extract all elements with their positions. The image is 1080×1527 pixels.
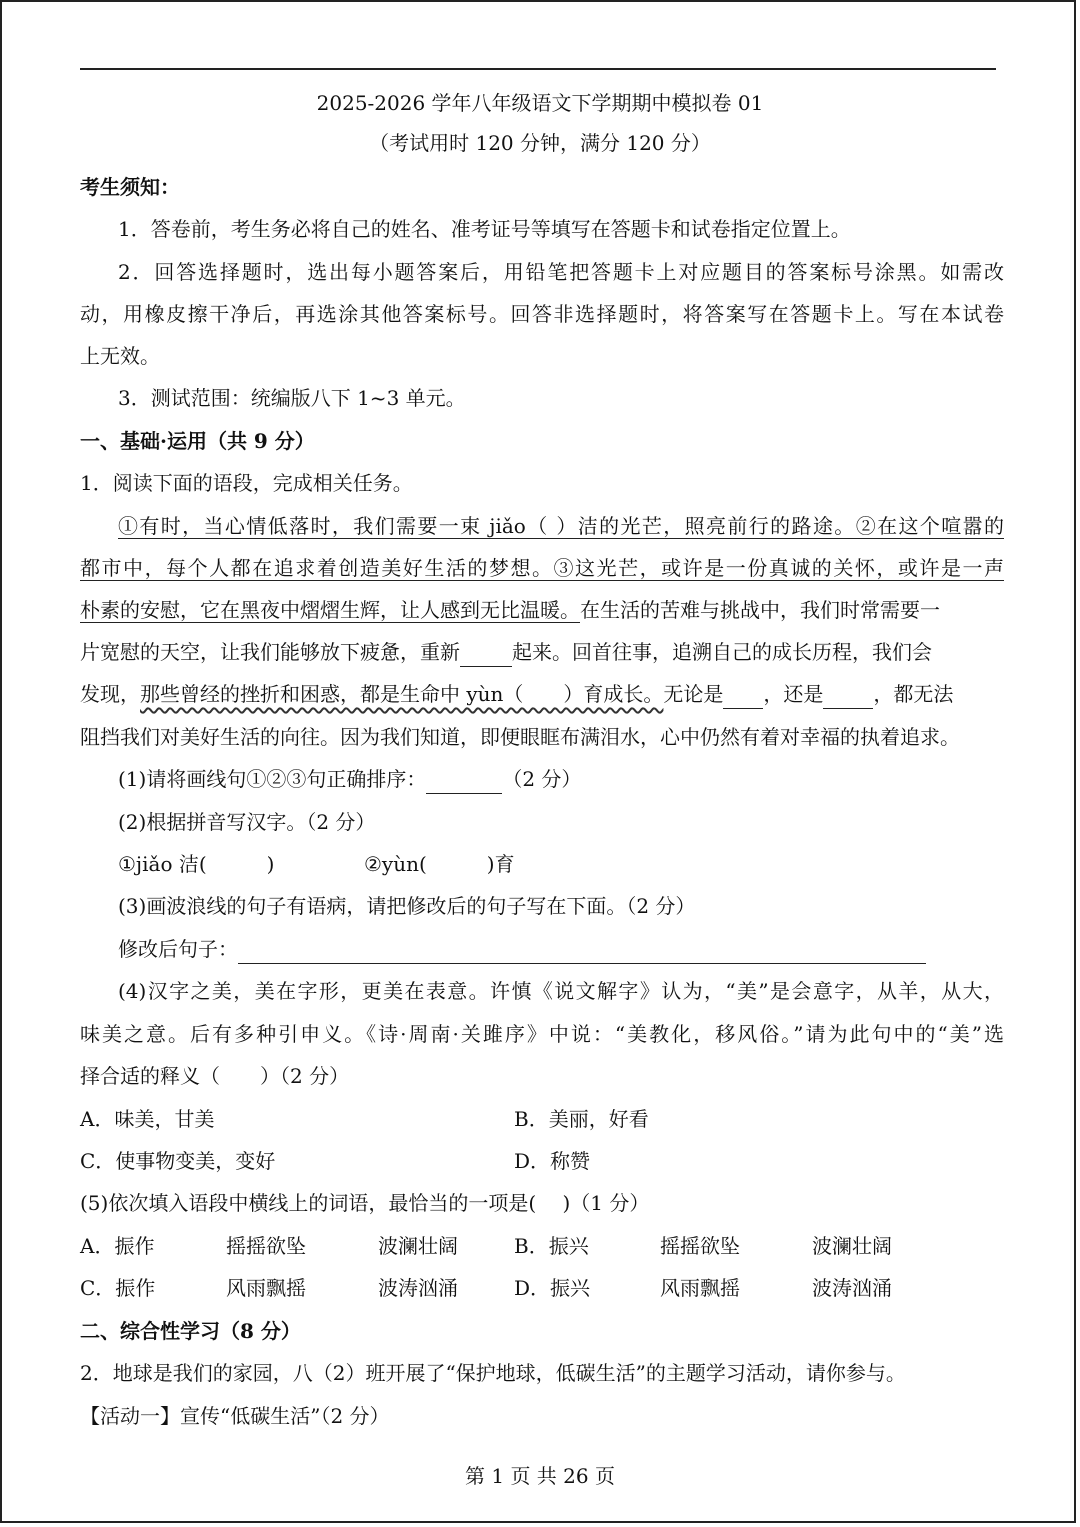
sub-question-4-line-1: (4)汉字之美，美在字形，更美在表意。许慎《说文解字》认为，“美”是会意字，从羊，从大， [118,979,1004,1003]
wavy-sentence: 那些曾经的挫折和困惑，都是生命中 yùn（ ）育成长。 [140,682,664,706]
passage-text: ，还是 [763,682,824,706]
passage-text: 片宽慰的天空，让我们能够放下疲惫，重新 [80,640,460,664]
notice-item-2-line-2: 动，用橡皮擦干净后，再选涂其他答案标号。回答非选择题时，将答案写在答题卡上。写在本试卷 [80,302,1004,326]
section1-heading: 一、基础·运用（共 9 分） [80,429,315,453]
sub-question-1-score: （2 分） [502,767,582,791]
notice-item-1: 1．答卷前，考生务必将自己的姓名、准考证号等填写在答题卡和试卷指定位置上。 [118,217,851,241]
choice-a-word[interactable]: A．振作 [80,1234,155,1258]
passage-line-2 [80,553,1004,583]
underlined-sentence: ①有时，当心情低落时，我们需要一束 jiǎo（ ）洁的光芒，照亮前行的路途。②在这个喧嚣的 [118,514,1004,538]
choice-d-word[interactable]: D．振兴 [514,1276,591,1300]
passage-line-1 [118,511,1004,541]
choice-a-phrase-2: 波澜壮阔 [378,1234,458,1258]
revised-sentence-row [118,934,1004,964]
passage-text: 无论是 [663,682,724,706]
notice-heading: 考生须知： [80,175,180,199]
sub-question-5: (5)依次填入语段中横线上的词语，最恰当的一项是( )（1 分） [80,1191,650,1215]
option-a[interactable]: A．味美，甘美 [80,1107,215,1131]
choice-b-word[interactable]: B．振兴 [514,1234,589,1258]
page-footer: 第 1 页 共 26 页 [465,1464,615,1488]
sub-question-2: (2)根据拼音写汉字。（2 分） [118,810,376,834]
choice-a-phrase-1: 摇摇欲坠 [226,1234,306,1258]
sub-question-3: (3)画波浪线的句子有语病，请把修改后的句子写在下面。（2 分） [118,894,696,918]
q2-intro: 2．地球是我们的家园，八（2）班开展了“保护地球，低碳生活”的主题学习活动，请你参与。 [80,1361,906,1385]
choice-b-phrase-1: 摇摇欲坠 [660,1234,740,1258]
notice-item-2-line-1: 2．回答选择题时，选出每小题答案后，用铅笔把答题卡上对应题目的答案标号涂黑。如需改 [118,260,1004,284]
option-b[interactable]: B．美丽，好看 [514,1107,649,1131]
choice-d-phrase-2: 波涛汹涌 [812,1276,892,1300]
revised-sentence-blank[interactable] [238,941,926,964]
underlined-sentence: 都市中，每个人都在追求着创造美好生活的梦想。③这光芒，或许是一份真诚的关怀，或许是一声 [80,556,1004,580]
underlined-sentence: 朴素的安慰，它在黑夜中熠熠生辉，让人感到无比温暖。 [80,598,580,622]
exam-title: 2025-2026 学年八年级语文下学期期中模拟卷 01 [316,91,764,115]
notice-item-3: 3．测试范围：统编版八下 1~3 单元。 [118,386,466,410]
sub-question-2-a: ①jiǎo 洁( ) [118,852,275,876]
choice-d-phrase-1: 风雨飘摇 [660,1276,740,1300]
fill-blank[interactable] [723,686,763,709]
fill-blank[interactable] [823,686,873,709]
fill-blank[interactable] [460,644,512,667]
choice-c-word[interactable]: C．振作 [80,1276,156,1300]
passage-line-4 [80,637,1004,667]
answer-blank[interactable] [426,771,502,794]
option-c[interactable]: C．使事物变美，变好 [80,1149,276,1173]
exam-subtitle: （考试用时 120 分钟，满分 120 分） [369,131,711,155]
passage-line-3 [80,595,1004,625]
choice-c-phrase-1: 风雨飘摇 [226,1276,306,1300]
passage-line-5 [80,679,1004,709]
sub-question-4-line-3: 择合适的释义（ ）（2 分） [80,1064,350,1088]
notice-item-2-line-3: 上无效。 [80,344,160,368]
sub-question-2-b: ②yùn( )育 [364,852,515,876]
choice-c-phrase-2: 波涛汹涌 [378,1276,458,1300]
option-d[interactable]: D．称赞 [514,1149,591,1173]
top-rule [80,68,996,70]
sub-question-4-line-2: 味美之意。后有多种引申义。《诗·周南·关雎序》中说：“美教化，移风俗。”请为此句中的“美”选 [80,1022,1004,1046]
passage-text: 起来。回首往事，追溯自己的成长历程，我们会 [512,640,932,664]
sub-question-1-text: (1)请将画线句①②③句正确排序： [118,767,427,791]
q1-intro: 1．阅读下面的语段，完成相关任务。 [80,471,413,495]
sub-question-1 [118,764,1004,794]
passage-text: ，都无法 [873,682,954,706]
section2-heading: 二、综合性学习（8 分） [80,1319,301,1343]
passage-text: 发现， [80,682,140,706]
revised-sentence-label: 修改后句子： [118,937,238,961]
passage-text: 在生活的苦难与挑战中，我们时常需要一 [580,598,940,622]
activity-1-heading: 【活动一】宣传“低碳生活”（2 分） [80,1404,390,1428]
passage-line-6: 阻挡我们对美好生活的向往。因为我们知道，即便眼眶布满泪水，心中仍然有着对幸福的执着追求。 [80,725,960,749]
choice-b-phrase-2: 波澜壮阔 [812,1234,892,1258]
